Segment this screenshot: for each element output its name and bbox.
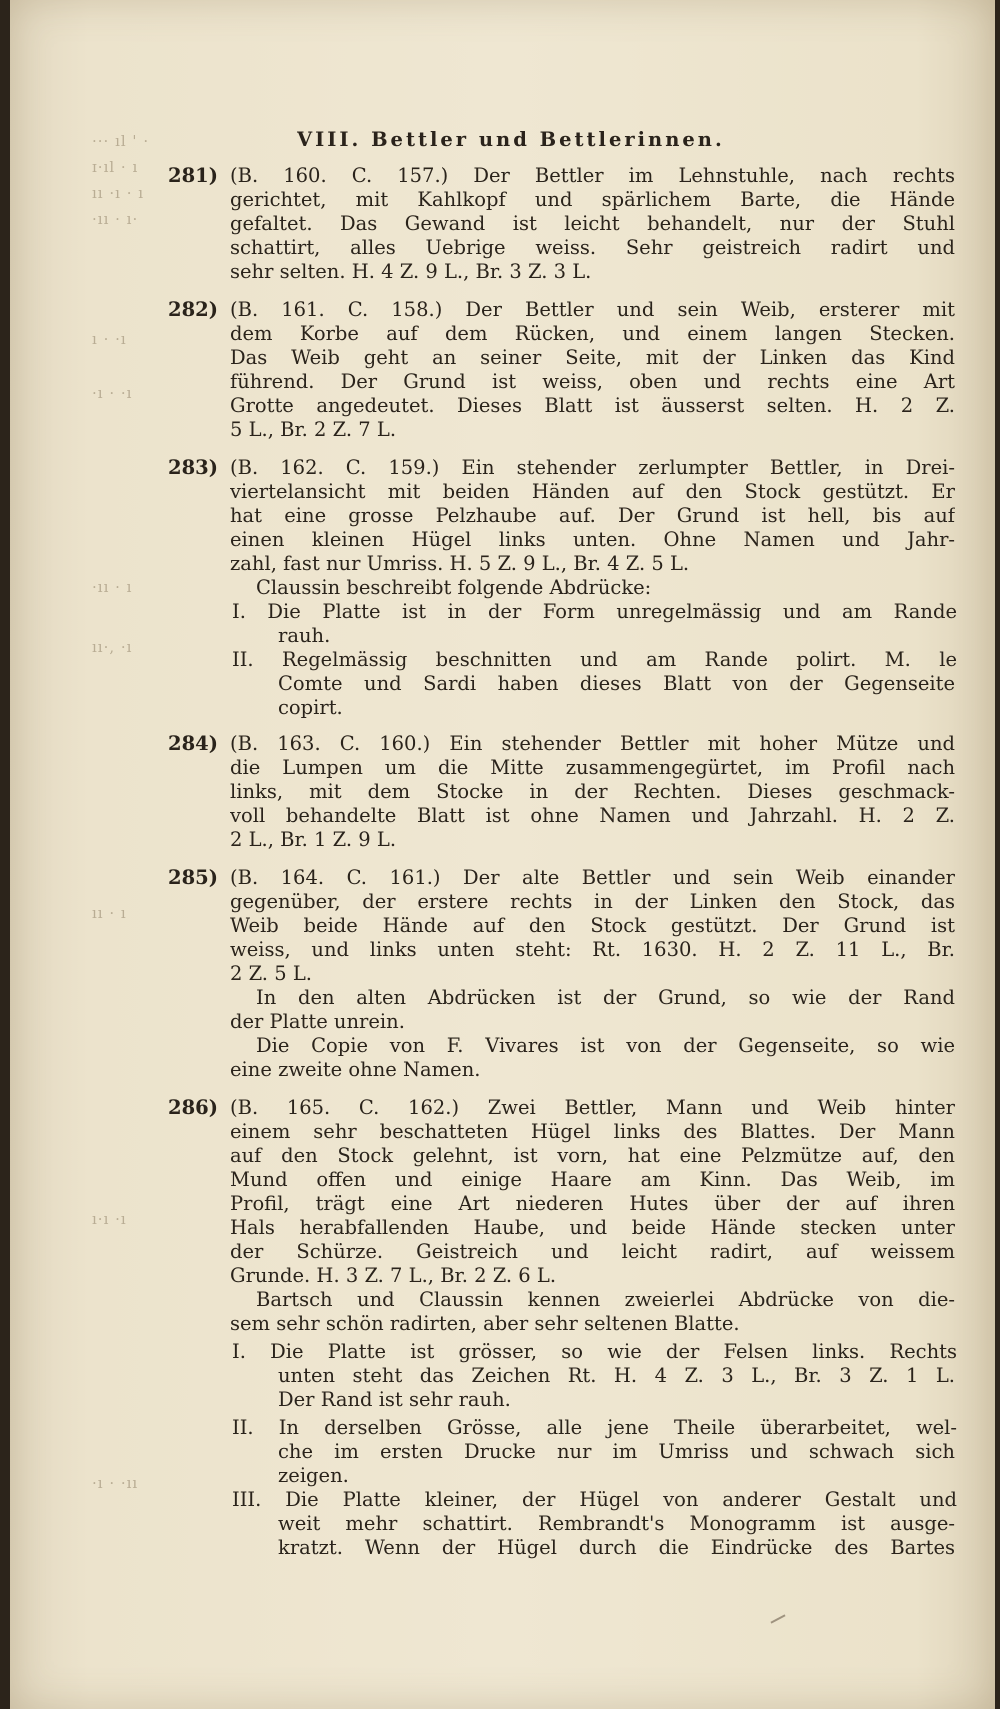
text-line-content: (B. 160. C. 157.) Der Bettler im Lehnstuhle, nach rechts <box>230 164 955 187</box>
text-line: Grotte angedeutet. Dieses Blatt ist äusserst selten. H. 2 Z. <box>230 394 955 417</box>
text-line: Der Rand ist sehr rauh. <box>278 1388 511 1411</box>
text-line: Claussin beschreibt folgende Abdrücke: <box>256 576 652 599</box>
text-line: einem sehr beschatteten Hügel links des Blattes. Der Mann <box>230 1120 955 1143</box>
bleed-through-text: ɪ·ıl · ı <box>92 160 139 175</box>
entry-number: 286) <box>168 1096 218 1119</box>
text-line: I. Die Platte ist in der Form unregelmässig und am Rande <box>232 600 957 623</box>
section-title: VIII. Bettler und Bettlerinnen. <box>297 128 725 151</box>
text-line: Die Copie von F. Vivares ist von der Gegenseite, so wie <box>256 1034 955 1057</box>
text-line: der Platte unrein. <box>230 1010 405 1033</box>
text-line: voll behandelte Blatt ist ohne Namen und Jahrzahl. H. 2 Z. <box>230 804 955 827</box>
text-line: die Lumpen um die Mitte zusammengegürtet, im Profil nach <box>230 756 955 779</box>
text-line: Weib beide Hände auf den Stock gestützt. Der Grund ist <box>230 914 955 937</box>
text-line: II. Regelmässig beschnitten und am Rande polirt. M. le <box>232 648 957 671</box>
bleed-through-text: ıı·, ·ı <box>92 640 133 655</box>
text-line: einen kleinen Hügel links unten. Ohne Namen und Jahr- <box>230 528 955 551</box>
entry-number: 283) <box>168 456 218 479</box>
text-line-content: (B. 164. C. 161.) Der alte Bettler und sein Weib einander <box>230 866 955 889</box>
text-line: links, mit dem Stocke in der Rechten. Dieses geschmack- <box>230 780 955 803</box>
text-line: II. In derselben Grösse, alle jene Theile überarbeitet, wel- <box>232 1416 957 1439</box>
text-line: Mund offen und einige Haare am Kinn. Das Weib, im <box>230 1168 955 1191</box>
text-line: weiss, und links unten steht: Rt. 1630. H. 2 Z. 11 L., Br. <box>230 938 955 961</box>
text-line: kratzt. Wenn der Hügel durch die Eindrücke des Bartes <box>278 1536 955 1559</box>
bleed-through-text: ·ı · ·ı <box>92 386 133 401</box>
text-line-content: (B. 163. C. 160.) Ein stehender Bettler mit hoher Mütze und <box>230 732 955 755</box>
text-line: hat eine grosse Pelzhaube auf. Der Grund ist hell, bis auf <box>230 504 955 527</box>
text-line: zahl, fast nur Umriss. H. 5 Z. 9 L., Br. 4 Z. 5 L. <box>230 552 690 575</box>
bleed-through-text: ı · ·ı <box>92 332 127 347</box>
text-line: schattirt, alles Uebrige weiss. Sehr geistreich radirt und <box>230 236 955 259</box>
text-line: sem sehr schön radirten, aber sehr seltenen Blatte. <box>230 1312 740 1335</box>
text-line: Das Weib geht an seiner Seite, mit der Linken das Kind <box>230 346 955 369</box>
text-line: unten steht das Zeichen Rt. H. 4 Z. 3 L., Br. 3 Z. 1 L. <box>278 1364 955 1387</box>
text-line: viertelansicht mit beiden Händen auf den Stock gestützt. Er <box>230 480 955 503</box>
text-line: 2 Z. 5 L. <box>230 962 312 985</box>
text-line <box>168 456 955 480</box>
text-line: Hals herabfallenden Haube, und beide Hände stecken unter <box>230 1216 955 1239</box>
text-line-content: (B. 165. C. 162.) Zwei Bettler, Mann und Weib hinter <box>230 1096 955 1119</box>
text-line: 5 L., Br. 2 Z. 7 L. <box>230 418 397 441</box>
bleed-through-text: ıı · ı <box>92 906 127 921</box>
text-line: Bartsch und Claussin kennen zweierlei Abdrücke von die- <box>256 1288 955 1311</box>
text-line: In den alten Abdrücken ist der Grund, so wie der Rand <box>256 986 955 1009</box>
text-line: III. Die Platte kleiner, der Hügel von anderer Gestalt und <box>232 1488 957 1511</box>
text-line: zeigen. <box>278 1464 349 1487</box>
text-line: che im ersten Drucke nur im Umriss und schwach sich <box>278 1440 955 1463</box>
pencil-mark <box>770 1614 785 1623</box>
text-line: copirt. <box>278 696 343 719</box>
text-line: sehr selten. H. 4 Z. 9 L., Br. 3 Z. 3 L. <box>230 260 592 283</box>
entry-number: 284) <box>168 732 218 755</box>
text-line: I. Die Platte ist grösser, so wie der Felsen links. Rechts <box>232 1340 957 1363</box>
text-line: Comte und Sardi haben dieses Blatt von der Gegenseite <box>278 672 955 695</box>
text-line: der Schürze. Geistreich und leicht radirt, auf weissem <box>230 1240 955 1263</box>
text-line: gerichtet, mit Kahlkopf und spärlichem Barte, die Hände <box>230 188 955 211</box>
text-line: dem Korbe auf dem Rücken, und einem langen Stecken. <box>230 322 955 345</box>
text-line: führend. Der Grund ist weiss, oben und rechts eine Art <box>230 370 955 393</box>
bleed-through-text: ··· ıl ' · <box>92 134 150 149</box>
bleed-through-text: ·ıı · ı· <box>92 212 139 227</box>
text-line <box>168 164 955 188</box>
text-line: gefaltet. Das Gewand ist leicht behandelt, nur der Stuhl <box>230 212 955 235</box>
bleed-through-text: ıı ·ı · ı <box>92 186 145 201</box>
bleed-through-text: ·ı · ·ıı <box>92 1476 139 1491</box>
entry-number: 281) <box>168 164 218 187</box>
text-line: gegenüber, der erstere rechts in der Linken den Stock, das <box>230 890 955 913</box>
text-line <box>168 732 955 756</box>
text-line-content: (B. 161. C. 158.) Der Bettler und sein Weib, ersterer mit <box>230 298 955 321</box>
text-line: Profil, trägt eine Art niederen Hutes über der auf ihren <box>230 1192 955 1215</box>
entry-number: 285) <box>168 866 218 889</box>
text-line <box>168 1096 955 1120</box>
text-line: weit mehr schattirt. Rembrandt's Monogramm ist ausge- <box>278 1512 955 1535</box>
text-line: rauh. <box>278 624 331 647</box>
entry-number: 282) <box>168 298 218 321</box>
book-page <box>10 0 995 1709</box>
text-line <box>168 866 955 890</box>
text-line: 2 L., Br. 1 Z. 9 L. <box>230 828 397 851</box>
text-line: auf den Stock gelehnt, ist vorn, hat eine Pelzmütze auf, den <box>230 1144 955 1167</box>
text-line <box>168 298 955 322</box>
text-line: Grunde. H. 3 Z. 7 L., Br. 2 Z. 6 L. <box>230 1264 557 1287</box>
text-line-content: (B. 162. C. 159.) Ein stehender zerlumpter Bettler, in Drei- <box>230 456 955 479</box>
bleed-through-text: ı·ı ·ı <box>92 1212 127 1227</box>
bleed-through-text: ·ıı · ı <box>92 580 133 595</box>
text-line: eine zweite ohne Namen. <box>230 1058 481 1081</box>
